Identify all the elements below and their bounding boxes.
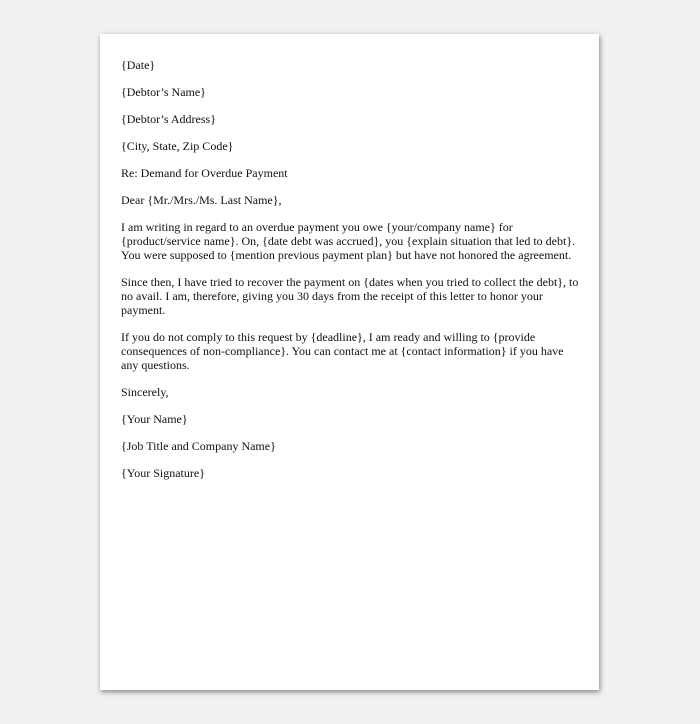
salutation: Dear {Mr./Mrs./Ms. Last Name}, (121, 193, 282, 207)
debtor-name-line: {Debtor’s Name} (121, 85, 206, 99)
document-page (100, 34, 599, 690)
subject-line: Re: Demand for Overdue Payment (121, 166, 288, 180)
debtor-address-line: {Debtor’s Address} (121, 112, 216, 126)
paragraph-consequences: If you do not comply to this request by {deadline}, I am ready and willing to {provide consequences of non-compliance}. You can contact me at {contact information} if you have any questions. (121, 330, 564, 372)
your-name-line: {Your Name} (121, 412, 188, 426)
date-line: {Date} (121, 58, 156, 72)
signature-line: {Your Signature} (121, 466, 205, 480)
paragraph-overdue-payment: I am writing in regard to an overdue payment you owe {your/company name} for {product/service name}. On, {date debt was accrued}, you {explain situation that led to debt}. You were supposed to {mention previous payment plan} but have not honored the agreement. (121, 220, 576, 262)
closing: Sincerely, (121, 385, 169, 399)
paragraph-recovery-attempts: Since then, I have tried to recover the payment on {dates when you tried to collect the debt}, to no avail. I am, therefore, giving you 30 days from the receipt of this letter to honor your payment. (121, 275, 579, 317)
letter-body (121, 58, 583, 493)
job-title-company-line: {Job Title and Company Name} (121, 439, 276, 453)
city-state-zip-line: {City, State, Zip Code} (121, 139, 234, 153)
